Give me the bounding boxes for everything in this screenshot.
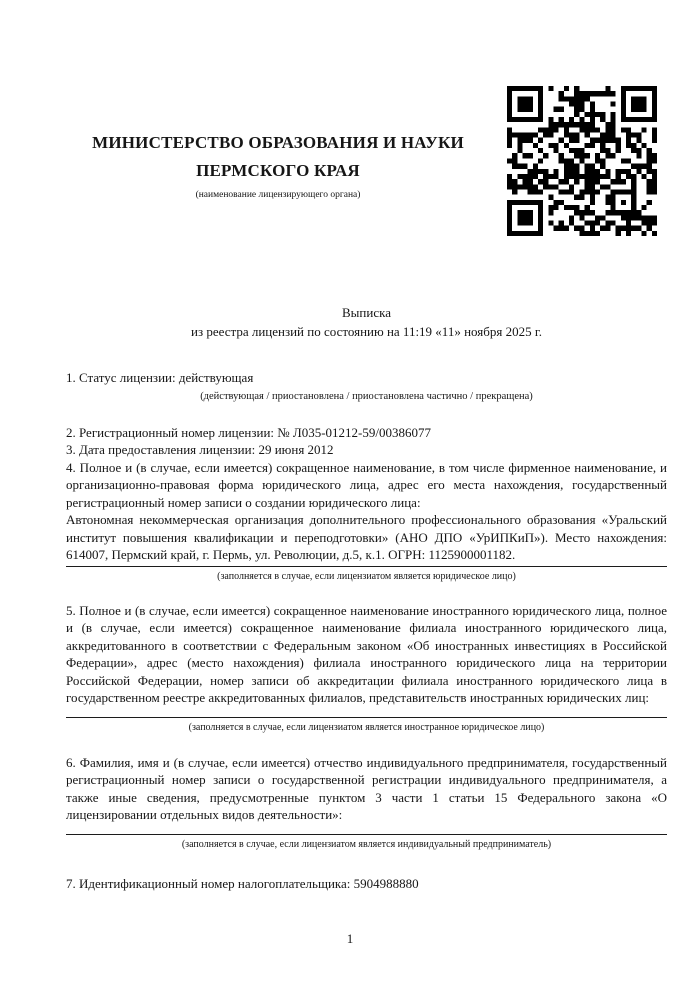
legal-entity-value: Автономная некоммерческая организация дополнительного профессионального образования «Уральский институт повышения квалификации и переподготовки» (АНО ДПО «УрИПКиП»). Место нахождения: 614007, Пермский край, г. Пермь, ул. Революции, д.5, к.1. ОГРН: 1125900001182. bbox=[66, 512, 667, 562]
licensing-authority-block bbox=[50, 129, 506, 201]
legal-entity-statement: 4. Полное и (в случае, если имеется) сокращенное наименование, в том числе фирменное наименование, и организационно-правовая форма юридического лица, адрес его места нахождения, государственный регистрационный номер записи о создании юридического лица: bbox=[66, 459, 667, 510]
legal-entity-caption: (заполняется в случае, если лицензиатом является юридическое лицо) bbox=[217, 570, 516, 582]
section-taxpayer-number: 7. Идентификационный номер налогоплательщика: 5904988880 bbox=[66, 875, 419, 891]
section-registration-number: 2. Регистрационный номер лицензии: № Л035-01212-59/00386077 bbox=[66, 424, 432, 440]
page-number: 1 bbox=[346, 931, 354, 946]
document-subtitle: из реестра лицензий по состоянию на 11:19 «11» ноября 2025 г. bbox=[191, 324, 542, 339]
fill-line bbox=[66, 717, 667, 718]
license-status-text: 1. Статус лицензии: действующая bbox=[66, 370, 254, 385]
section-grant-date: 3. Дата предоставления лицензии: 29 июня 2012 bbox=[66, 442, 334, 457]
qr-code bbox=[507, 86, 657, 236]
entrepreneur-statement: 6. Фамилия, имя и (в случае, если имеется) отчество индивидуального предпринимателя, государственный регистрационный номер записи о государственной регистрации индивидуального предпринимателя, а также иные сведения, предусмотренные пунктом 3 части 1 статьи 15 Федерального закона «О лицензировании отдельных видов деятельности»: bbox=[66, 754, 667, 822]
fill-line bbox=[66, 566, 667, 567]
document-title-block bbox=[66, 303, 667, 341]
document-title: Выписка bbox=[342, 305, 391, 320]
foreign-entity-statement: 5. Полное и (в случае, если имеется) сокращенное наименование иностранного юридического лица, полное и (в случае, если имеется) сокращенное наименование филиала иностранного юридического лица, аккредитованного в соответствии с Федеральным законом «Об иностранных инвестициях в Российской Федерации», адрес (место нахождения) филиала иностранного юридического лица на территории Российской Федерации, номер записи об аккредитации филиала иностранного юридического лица в государственном реестре аккредитованных филиалов, представительств иностранных юридических лиц: bbox=[66, 602, 667, 705]
section-legal-entity bbox=[66, 459, 667, 583]
foreign-entity-caption: (заполняется в случае, если лицензиатом является иностранное юридическое лицо) bbox=[188, 721, 545, 733]
ministry-name-line1: МИНИСТЕРСТВО ОБРАЗОВАНИЯ И НАУКИ bbox=[92, 133, 464, 152]
fill-line bbox=[66, 834, 667, 835]
ministry-name-line2: ПЕРМСКОГО КРАЯ bbox=[196, 161, 360, 180]
section-license-status bbox=[66, 369, 667, 403]
license-status-options-caption: (действующая / приостановлена / приостановлена частично / прекращена) bbox=[200, 390, 533, 402]
entrepreneur-caption: (заполняется в случае, если лицензиатом является индивидуальный предприниматель) bbox=[181, 838, 552, 850]
section-entrepreneur bbox=[66, 754, 667, 851]
ministry-name-caption: (наименование лицензирующего органа) bbox=[195, 190, 361, 200]
section-foreign-entity bbox=[66, 602, 667, 734]
document-body bbox=[66, 303, 667, 892]
